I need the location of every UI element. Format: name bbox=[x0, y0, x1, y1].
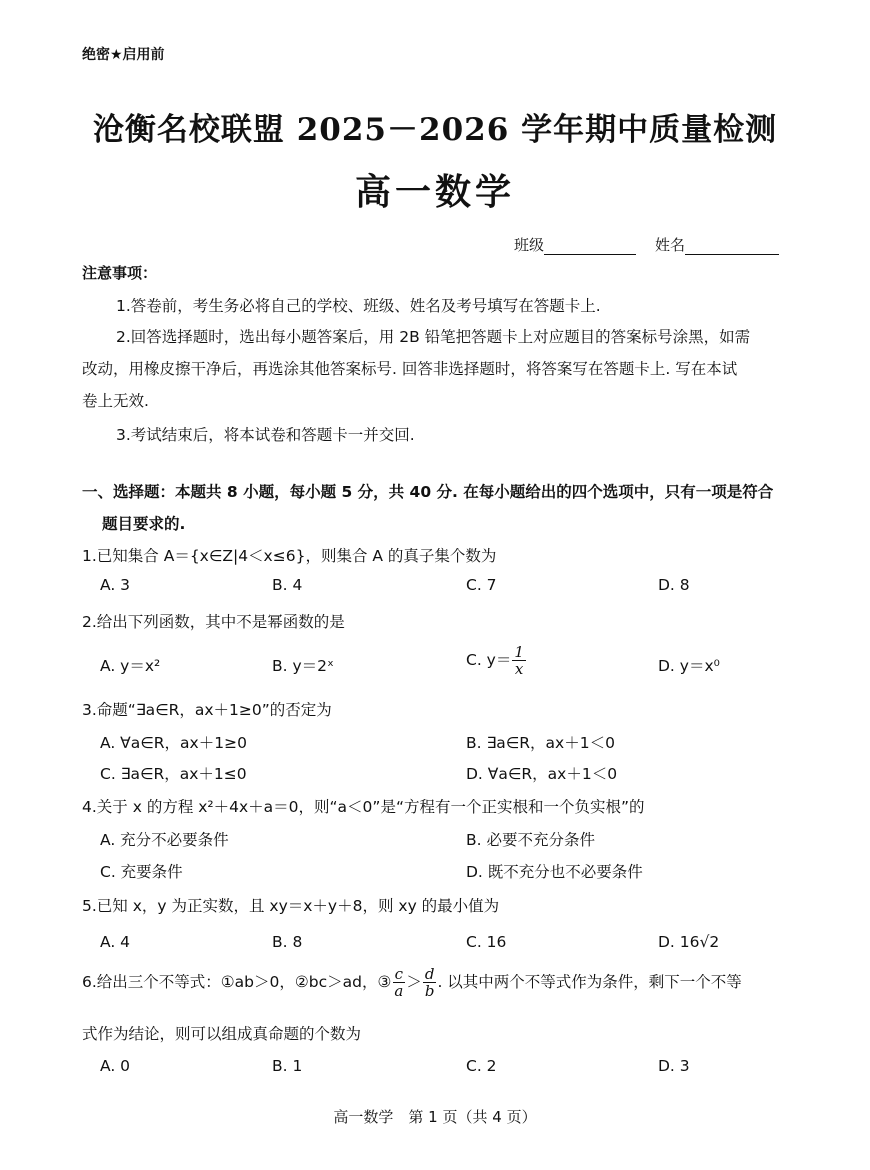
name-label: 姓名 bbox=[655, 236, 686, 254]
question-5-option-b: B. 8 bbox=[272, 933, 303, 951]
question-1-stem: 1.已知集合 A＝{x∈Z|4＜x≤6}，则集合 A 的真子集个数为 bbox=[82, 547, 497, 565]
question-2-option-a: A. y＝x² bbox=[100, 657, 161, 675]
question-6-stem-prefix: 6.给出三个不等式：①ab＞0，②bc＞ad，③ bbox=[82, 973, 392, 991]
question-1-option-b: B. 4 bbox=[272, 576, 303, 594]
fraction-denominator: x bbox=[514, 660, 524, 678]
section-heading-line-2: 题目要求的. bbox=[102, 515, 186, 533]
fraction-numerator: 1 bbox=[514, 643, 524, 661]
question-6-stem-suffix: . 以其中两个不等式作为条件，剩下一个不等 bbox=[437, 973, 742, 991]
class-label: 班级 bbox=[514, 236, 545, 254]
question-1-option-a: A. 3 bbox=[100, 576, 131, 594]
fraction-one-over-x bbox=[512, 644, 526, 677]
exam-subject: 高一数学 bbox=[354, 171, 515, 213]
question-1-option-c: C. 7 bbox=[466, 576, 497, 594]
confidential-mark: 绝密★启用前 bbox=[82, 47, 165, 63]
question-6-stem-line-1 bbox=[82, 966, 742, 999]
question-4-option-a: A. 充分不必要条件 bbox=[100, 831, 229, 849]
question-3-option-c: C. ∃a∈R，ax＋1≤0 bbox=[100, 765, 247, 783]
question-5-option-d: D. 16√2 bbox=[658, 933, 720, 951]
question-3-option-d: D. ∀a∈R，ax＋1＜0 bbox=[466, 765, 618, 783]
question-5-option-c: C. 16 bbox=[466, 933, 507, 951]
question-3-stem: 3.命题“∃a∈R，ax＋1≥0”的否定为 bbox=[82, 701, 332, 719]
greater-than-sign: ＞ bbox=[406, 973, 422, 991]
exam-title: 沧衡名校联盟 2025－2026 学年期中质量检测 bbox=[92, 112, 778, 148]
class-field bbox=[514, 234, 636, 255]
fraction-d-over-b bbox=[423, 966, 437, 999]
notice-item-1: 1.答卷前，考生务必将自己的学校、班级、姓名及考号填写在答题卡上. bbox=[116, 297, 601, 315]
notice-item-2-line-1: 2.回答选择题时，选出每小题答案后，用 2B 铅笔把答题卡上对应题目的答案标号涂黑，如需 bbox=[116, 328, 751, 346]
notice-item-2-line-2: 改动，用橡皮擦干净后，再选涂其他答案标号. 回答非选择题时，将答案写在答题卡上. 写在本试 bbox=[82, 360, 738, 378]
notice-heading: 注意事项： bbox=[82, 264, 158, 282]
question-4-option-d: D. 既不充分也不必要条件 bbox=[466, 863, 643, 881]
question-6-option-d: D. 3 bbox=[658, 1057, 690, 1075]
section-heading-line-1: 一、选择题：本题共 8 小题，每小题 5 分，共 40 分. 在每小题给出的四个选项中，只有一项是符合 bbox=[82, 483, 774, 501]
page-footer: 高一数学 第 1 页（共 4 页） bbox=[333, 1108, 537, 1126]
question-2-option-d: D. y＝x⁰ bbox=[658, 657, 720, 675]
question-6-option-c: C. 2 bbox=[466, 1057, 497, 1075]
question-3-option-b: B. ∃a∈R，ax＋1＜0 bbox=[466, 734, 615, 752]
question-5-stem: 5.已知 x，y 为正实数，且 xy＝x＋y＋8，则 xy 的最小值为 bbox=[82, 897, 500, 915]
fraction-numerator: c bbox=[394, 965, 404, 983]
question-2-option-c bbox=[466, 644, 527, 677]
fraction-denominator: a bbox=[394, 982, 404, 1000]
question-2-option-b: B. y＝2ˣ bbox=[272, 657, 334, 675]
question-3-option-a: A. ∀a∈R，ax＋1≥0 bbox=[100, 734, 247, 752]
question-2-stem: 2.给出下列函数，其中不是幂函数的是 bbox=[82, 613, 345, 631]
notice-item-3: 3.考试结束后，将本试卷和答题卡一并交回. bbox=[116, 426, 415, 444]
question-4-option-b: B. 必要不充分条件 bbox=[466, 831, 595, 849]
fraction-denominator: b bbox=[424, 982, 435, 1000]
name-field bbox=[655, 234, 779, 255]
question-6-option-a: A. 0 bbox=[100, 1057, 131, 1075]
class-blank bbox=[544, 240, 636, 255]
fraction-numerator: d bbox=[424, 965, 435, 983]
question-4-stem: 4.关于 x 的方程 x²＋4x＋a＝0，则“a＜0”是“方程有一个正实根和一个负实根”的 bbox=[82, 798, 645, 816]
question-6-stem-line-2: 式作为结论，则可以组成真命题的个数为 bbox=[82, 1025, 362, 1043]
question-6-option-b: B. 1 bbox=[272, 1057, 303, 1075]
question-4-option-c: C. 充要条件 bbox=[100, 863, 183, 881]
question-1-option-d: D. 8 bbox=[658, 576, 690, 594]
question-2-option-c-prefix: C. y＝ bbox=[466, 651, 512, 669]
notice-item-2-line-3: 卷上无效. bbox=[82, 392, 149, 410]
question-5-option-a: A. 4 bbox=[100, 933, 131, 951]
fraction-c-over-a bbox=[392, 966, 405, 999]
name-blank bbox=[685, 240, 779, 255]
